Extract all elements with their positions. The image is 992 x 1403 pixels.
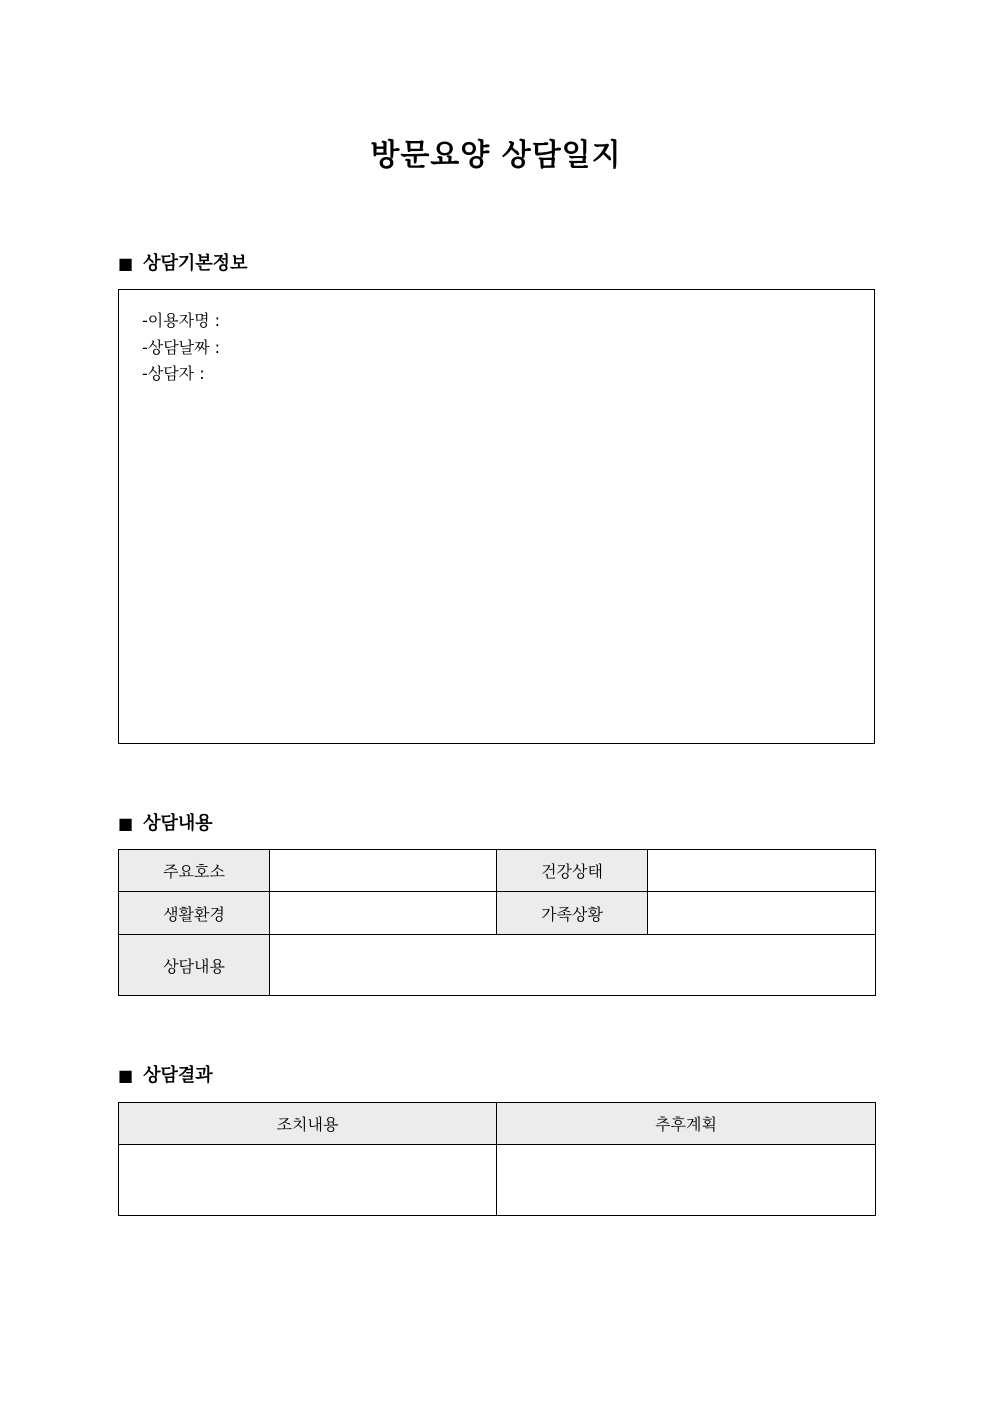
- page-title: 방문요양 상담일지: [370, 138, 622, 173]
- table-row: [119, 892, 876, 935]
- main-complaint-label: 주요호소: [119, 850, 270, 892]
- square-bullet-icon: ■: [118, 1066, 134, 1085]
- square-bullet-icon: ■: [118, 814, 134, 833]
- section-heading-label: 상담내용: [143, 813, 213, 834]
- square-bullet-icon: ■: [118, 254, 134, 273]
- consultation-result-table: [118, 1102, 876, 1216]
- consultation-date-line: -상담날짜 :: [142, 337, 221, 357]
- health-status-label: 건강상태: [497, 850, 648, 892]
- follow-up-plan-header: 추후계획: [497, 1103, 876, 1145]
- section-heading-label: 상담결과: [143, 1065, 213, 1086]
- section-heading-label: 상담기본정보: [143, 253, 248, 274]
- family-situation-field[interactable]: [648, 892, 876, 935]
- table-row: [119, 1103, 876, 1145]
- client-name-line: -이용자명 :: [142, 311, 221, 330]
- table-row: [119, 935, 876, 996]
- follow-up-plan-field[interactable]: [497, 1145, 876, 1216]
- table-row: [119, 1145, 876, 1216]
- basic-info-box[interactable]: [118, 289, 875, 744]
- health-status-field[interactable]: [648, 850, 876, 892]
- table-row: [119, 850, 876, 892]
- section-heading-basic-info: [118, 252, 247, 276]
- living-environment-label: 생활환경: [119, 892, 270, 935]
- counselor-line: -상담자 :: [142, 364, 205, 383]
- consultation-details-field[interactable]: [270, 935, 876, 996]
- action-taken-header: 조치내용: [119, 1103, 497, 1145]
- section-heading-consultation-content: [118, 812, 213, 836]
- action-taken-field[interactable]: [119, 1145, 497, 1216]
- living-environment-field[interactable]: [270, 892, 497, 935]
- section-heading-consultation-result: [118, 1064, 213, 1088]
- consultation-details-label: 상담내용: [119, 935, 270, 996]
- main-complaint-field[interactable]: [270, 850, 497, 892]
- family-situation-label: 가족상황: [497, 892, 648, 935]
- consultation-content-table: [118, 849, 876, 996]
